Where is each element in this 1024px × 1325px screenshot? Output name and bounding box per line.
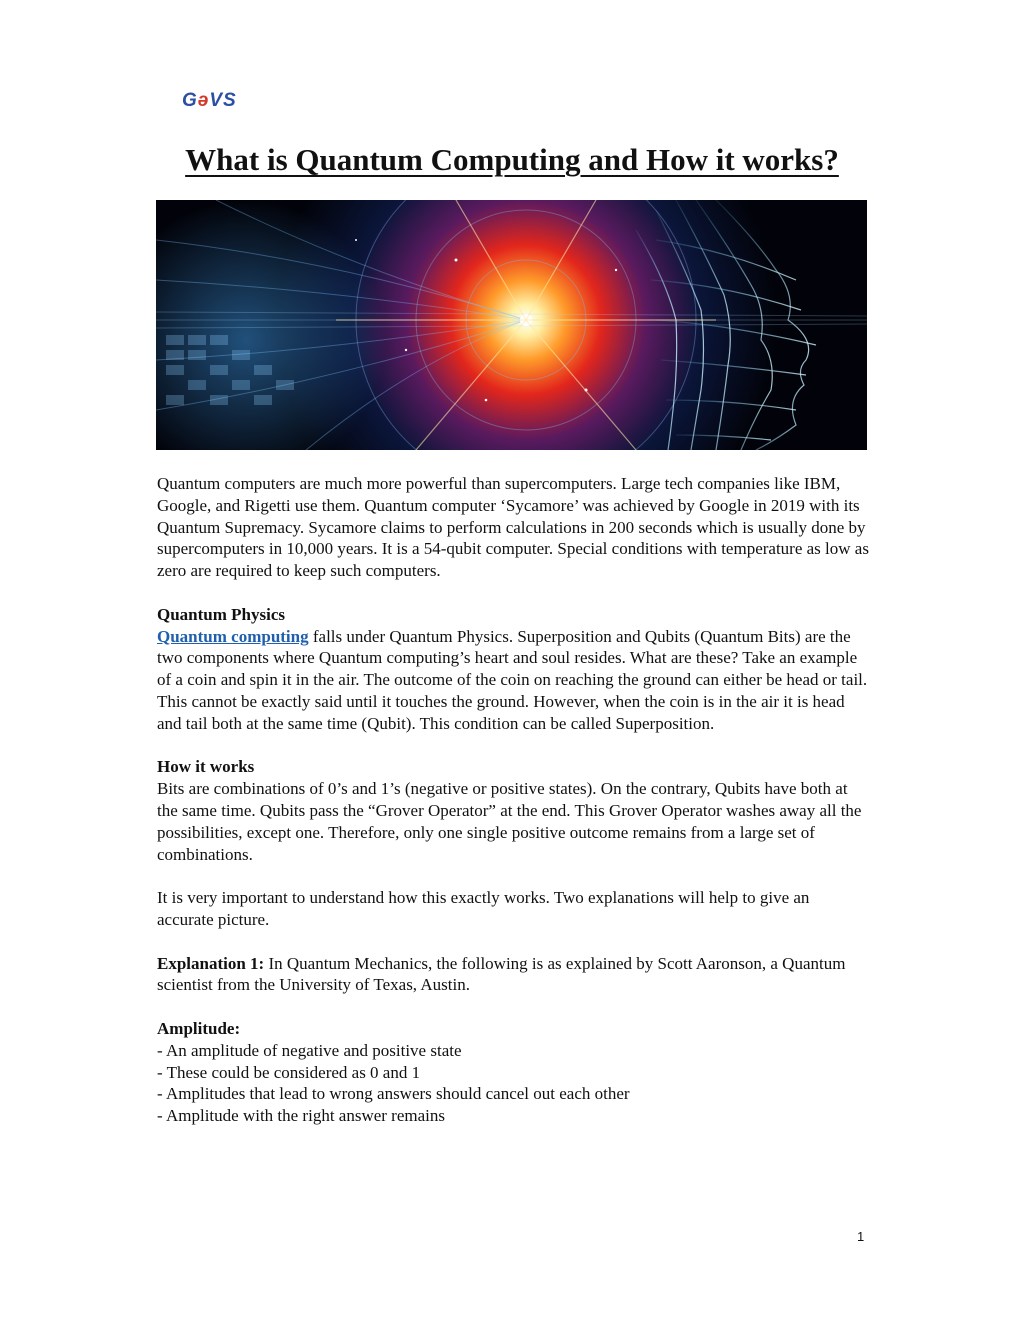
important-paragraph: It is very important to understand how this exactly works. Two explanations will help to give an accurate picture.: [157, 888, 810, 929]
list-item: - An amplitude of negative and positive state: [157, 1040, 462, 1060]
page-title: [0, 142, 1024, 178]
logo-letters-vs: VS: [209, 90, 237, 111]
how-it-works-heading: How it works: [157, 757, 255, 777]
how-it-works-text: Bits are combinations of 0’s and 1’s (negative or positive states). On the contrary, Qubits have both at the same time. Qubits pass the “Grover Operator” at the end. This Grover Operator washes away all the possibilities, except one. Therefore, only one single positive outcome remains from a large set of combinations.: [157, 779, 862, 864]
how-it-works-section: [157, 756, 869, 865]
quantum-computing-link[interactable]: Quantum computing: [157, 626, 309, 646]
explanation-1-label: Explanation 1:: [157, 953, 265, 973]
logo-letter-g: G: [182, 90, 198, 111]
explanation-1-paragraph: [157, 953, 869, 997]
page-number: 1: [857, 1229, 865, 1244]
list-item: - Amplitude with the right answer remains: [157, 1106, 445, 1126]
quantum-face-illustration: [156, 200, 867, 450]
quantum-physics-section: [157, 604, 869, 735]
article-body: [157, 473, 869, 1127]
list-item: - These could be considered as 0 and 1: [157, 1062, 421, 1082]
list-item: - Amplitudes that lead to wrong answers should cancel out each other: [157, 1084, 630, 1104]
hero-image: [156, 200, 867, 450]
intro-paragraph: Quantum computers are much more powerful than supercomputers. Large tech companies like IBM, Google, and Rigetti use them. Quantum computer ‘Sycamore’ was achieved by Google in 2019 with its Quantum Supremacy. Sycamore claims to perform calculations in 200 seconds which is usually done by supercomputers in 10,000 years. It is a 54-qubit computer. Special conditions with temperature as low as zero are required to keep such computers.: [157, 474, 869, 581]
quantum-physics-heading: Quantum Physics: [157, 604, 285, 624]
gavs-logo: [182, 90, 237, 112]
logo-letter-a: ə: [197, 90, 210, 111]
page-title-text: What is Quantum Computing and How it works?: [185, 142, 839, 177]
quantum-physics-text: falls under Quantum Physics. Superposition and Qubits (Quantum Bits) are the two components where Quantum computing’s heart and soul resides. What are these? Take an example of a coin and spin it in the air. The outcome of the coin on reaching the ground can either be head or tail. This cannot be exactly said until it touches the ground. However, when the coin is in the air it is head and tail both at the same time (Qubit). This condition can be called Superposition.: [157, 626, 868, 733]
explanation-1-text: In Quantum Mechanics, the following is as explained by Scott Aaronson, a Quantum scientist from the University of Texas, Austin.: [157, 953, 846, 995]
amplitude-heading: Amplitude:: [157, 1018, 241, 1038]
amplitude-section: [157, 1018, 869, 1127]
